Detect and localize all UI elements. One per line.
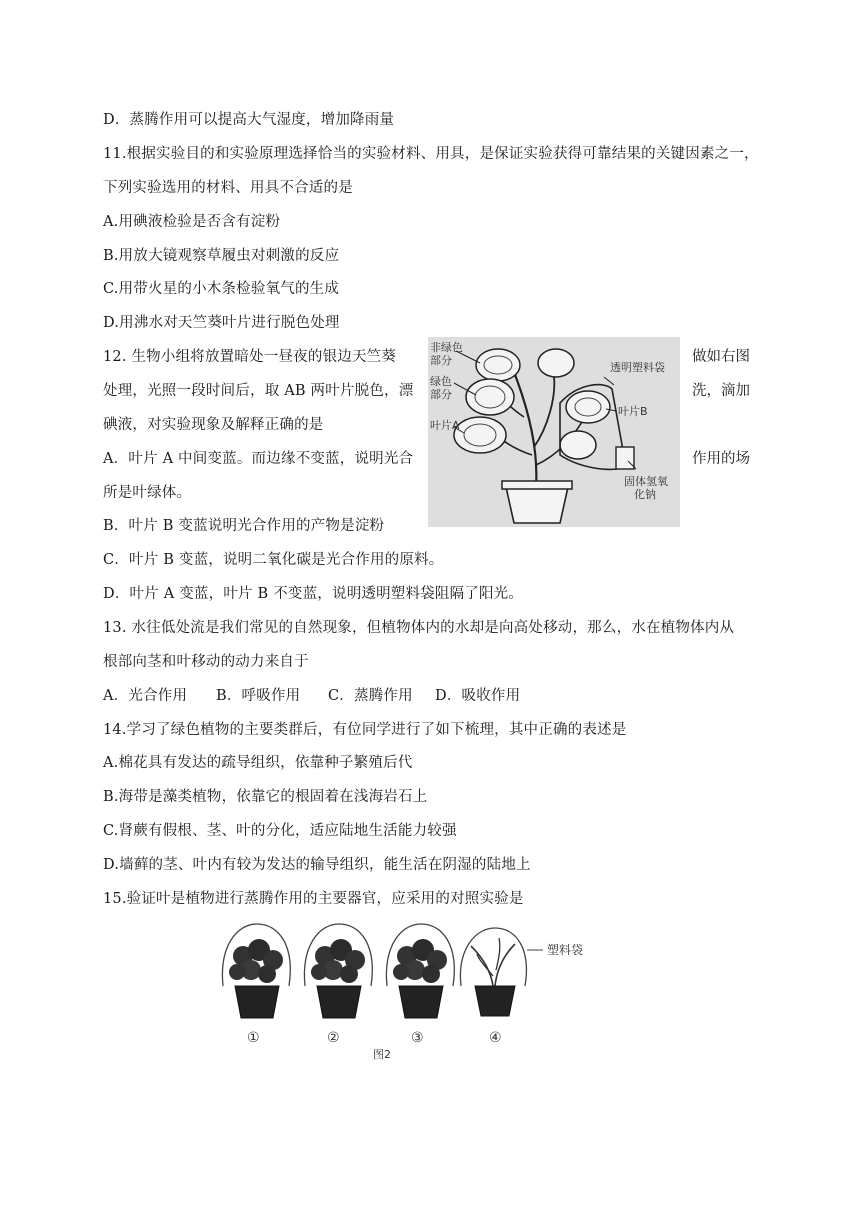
q12-stem-line3: 碘液，对实验现象及解释正确的是 [103, 417, 324, 433]
q12-fig-label-leaf-a: 叶片A [430, 419, 460, 432]
q12-option-a-right: 作用的场 [692, 451, 750, 467]
q15-plant-2 [304, 924, 372, 1018]
q15-pot-label-1: ① [247, 1030, 260, 1046]
q13-stem-line2: 根部向茎和叶移动的动力来自于 [103, 654, 309, 670]
q13-option-b: B．呼吸作用 [216, 688, 301, 704]
q14-stem: 14.学习了绿色植物的主要类群后，有位同学进行了如下梳理，其中正确的表述是 [103, 722, 627, 738]
q12-stem-line1-right: 做如右图 [692, 349, 750, 365]
q12-figure-geranium [428, 337, 680, 527]
q15-figure-transpiration [213, 916, 587, 1062]
q11-option-c: C.用带火星的小木条检验氧气的生成 [103, 281, 340, 297]
q15-figure-caption: 图2 [373, 1048, 391, 1061]
q15-fig-label-bag: 塑料袋 [547, 943, 584, 957]
q12-fig-label-naoh-2: 化钠 [634, 488, 656, 501]
q12-fig-label-naoh-1: 固体氢氧 [624, 475, 668, 488]
q15-plant-4 [460, 928, 543, 1016]
q13-option-d: D．吸收作用 [435, 688, 521, 704]
q12-fig-label-bag: 透明塑料袋 [610, 361, 665, 374]
q13-options [103, 686, 520, 706]
q12-option-c: C．叶片 B 变蓝，说明二氧化碳是光合作用的原料。 [103, 552, 444, 568]
q12-option-b: B．叶片 B 变蓝说明光合作用的产物是淀粉 [103, 518, 385, 534]
q13-option-c: C．蒸腾作用 [328, 688, 413, 704]
q12-stem-line2: 处理，光照一段时间后，取 AB 两叶片脱色，漂 [103, 383, 414, 399]
q15-pot-label-3: ③ [411, 1030, 424, 1046]
q12-fig-label-nongreen-2: 部分 [430, 354, 452, 367]
q12-fig-label-green-1: 绿色 [430, 375, 452, 388]
q14-option-b: B.海带是藻类植物，依靠它的根固着在浅海岩石上 [103, 789, 428, 805]
q12-option-a: A．叶片 A 中间变蓝。而边缘不变蓝，说明光合 [103, 451, 414, 467]
q11-option-b: B.用放大镜观察草履虫对刺激的反应 [103, 248, 340, 264]
q13-stem-line1: 13. 水往低处流是我们常见的自然现象，但植物体内的水却是向高处移动，那么，水在植物体内从 [103, 620, 735, 636]
q14-option-a: A.棉花具有发达的疏导组织，依靠种子繁殖后代 [103, 755, 413, 771]
q14-option-d: D.墙藓的茎、叶内有较为发达的输导组织，能生活在阴湿的陆地上 [103, 857, 531, 873]
q12-stem-line2-right: 洗，滴加 [692, 383, 750, 399]
q12-option-a-cont: 所是叶绿体。 [103, 485, 192, 501]
q12-option-d: D．叶片 A 变蓝，叶片 B 不变蓝，说明透明塑料袋阻隔了阳光。 [103, 586, 524, 602]
q15-plant-1 [222, 924, 290, 1018]
q12-fig-label-green-2: 部分 [430, 388, 452, 401]
q14-option-c: C.肾蕨有假根、茎、叶的分化，适应陆地生活能力较强 [103, 823, 457, 839]
q10-option-d: D．蒸腾作用可以提高大气湿度，增加降雨量 [103, 112, 395, 128]
q13-option-a: A．光合作用 [103, 688, 188, 704]
q12-fig-label-leaf-b: 叶片B [618, 405, 648, 418]
q11-stem-line1: 11.根据实验目的和实验原理选择恰当的实验材料、用具，是保证实验获得可靠结果的关键因素之一， [103, 146, 759, 162]
q11-option-a: A.用碘液检验是否含有淀粉 [103, 214, 281, 230]
q15-pot-label-4: ④ [489, 1030, 502, 1046]
q15-plant-3 [386, 924, 454, 1018]
q15-pot-label-2: ② [327, 1030, 340, 1046]
q11-stem-line2: 下列实验选用的材料、用具不合适的是 [103, 180, 353, 196]
q11-option-d: D.用沸水对天竺葵叶片进行脱色处理 [103, 315, 340, 331]
q15-stem: 15.验证叶是植物进行蒸腾作用的主要器官，应采用的对照实验是 [103, 891, 524, 907]
q12-stem-line1: 12. 生物小组将放置暗处一昼夜的银边天竺葵 [103, 349, 397, 365]
q12-fig-label-nongreen-1: 非绿色 [430, 341, 463, 354]
